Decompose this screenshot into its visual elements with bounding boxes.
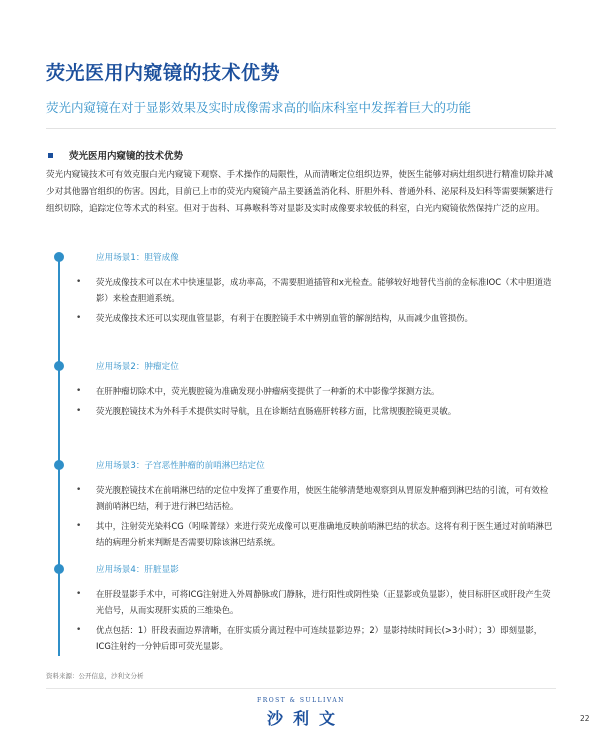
- section-heading: [48, 148, 183, 162]
- timeline-dot-icon: [54, 564, 64, 574]
- scenario-bullet: • 在肝段显影手术中，可将ICG注射进入外周静脉或门静脉，进行阳性或阴性染（正显影或负显影），使目标肝区或肝段产生荧光信号，从而实现肝实质的三维染色。: [76, 586, 556, 618]
- page-title: 荧光医用内窥镜的技术优势: [46, 62, 281, 84]
- scenario-1: [76, 251, 556, 330]
- frost-sullivan-logo: [246, 697, 356, 729]
- scenario-bullet: • 荧光腹腔镜技术为外科手术提供实时导航，且在诊断结直肠癌肝转移方面，比常规腹腔镜更灵敏。: [76, 403, 556, 419]
- scenario-title: 应用场景1：胆管成像: [96, 253, 179, 263]
- scenario-bullet: • 荧光成像技术可以在术中快速显影，成功率高，不需要胆道插管和x光检查。能够较好地替代当前的金标准IOC（术中胆道造影）来检查胆道系统。: [76, 274, 556, 306]
- scenario-title: 应用场景2：肿瘤定位: [96, 362, 179, 372]
- square-bullet-icon: [48, 153, 53, 158]
- timeline-dot-icon: [54, 460, 64, 470]
- scenario-bullet: • 其中，注射荧光染料CG（吲哚菁绿）来进行荧光成像可以更准确地反映前哨淋巴结的状态。这将有利于医生通过对前哨淋巴结的病理分析来判断是否需要切除该淋巴结系统。: [76, 518, 556, 550]
- scenario-bullet: • 在肝肿瘤切除术中，荧光腹腔镜为准确发现小肿瘤病变提供了一种新的术中影像学探测方法。: [76, 383, 556, 399]
- timeline-dot-icon: [54, 361, 64, 371]
- divider: [46, 128, 556, 129]
- timeline-line: [58, 258, 60, 656]
- scenario-bullet: • 荧光腹腔镜技术在前哨淋巴结的定位中发挥了重要作用，使医生能够清楚地观察到从胃原发肿瘤到淋巴结的引流，可有效检测前哨淋巴结，利于进行淋巴结活检。: [76, 482, 556, 514]
- timeline-dot-icon: [54, 252, 64, 262]
- page-subtitle: 荧光内窥镜在对于显影效果及实时成像需求高的临床科室中发挥着巨大的功能: [46, 100, 472, 115]
- scenario-bullet: • 优点包括：1）肝段表面边界清晰，在肝实质分离过程中可连续显影边界；2）显影持续时间长(>3小时）；3）即刻显影，ICG注射约一分钟后即可荧光显影。: [76, 622, 556, 654]
- scenario-title: 应用场景3：子宫恶性肿瘤的前哨淋巴结定位: [96, 461, 265, 471]
- scenario-3: [76, 459, 556, 554]
- logo-english: FROST & SULLIVAN: [257, 697, 345, 704]
- intro-paragraph: 荧光内窥镜技术可有效克服白光内窥镜下观察、手术操作的局限性，从而清晰定位组织边界，使医生能够对病灶组织进行精准切除并减少对其他器官组织的伤害。因此，目前已上市的荧光内窥镜产品主要涵盖消化科、肝胆外科、普通外科、泌尿科及妇科等需要频繁进行组织切除，追踪定位等术式的科室。但对于齿科、耳鼻喉科等对显影及实时成像要求较低的科室，白光内窥镜依然保持广泛的应用。: [46, 170, 554, 214]
- source-note: 资料来源：公开信息，沙利文分析: [46, 672, 144, 680]
- logo-chinese: 沙利文: [266, 709, 345, 728]
- scenario-4: [76, 563, 556, 658]
- footer-divider: [46, 688, 556, 689]
- scenario-bullet: • 荧光成像技术还可以实现血管显影，有利于在腹腔镜手术中辨别血管的解剖结构，从而减少血管损伤。: [76, 310, 556, 326]
- section-heading-text: 荧光医用内窥镜的技术优势: [69, 151, 184, 162]
- scenario-2: [76, 360, 556, 423]
- scenario-title: 应用场景4：肝脏显影: [96, 565, 179, 575]
- page-number: 22: [580, 714, 590, 723]
